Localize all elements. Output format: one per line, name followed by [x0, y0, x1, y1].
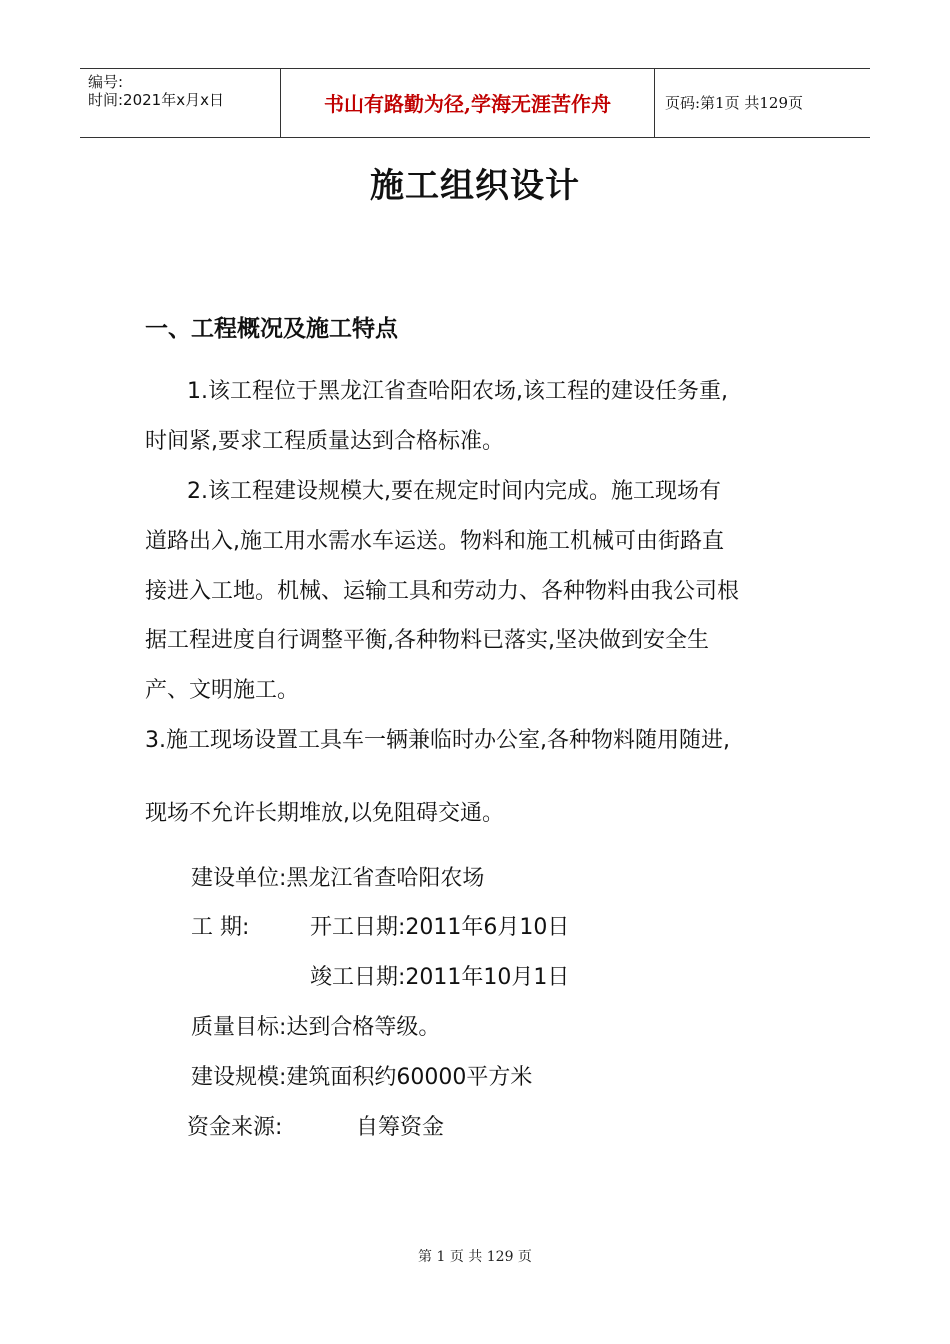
section-heading: 一、工程概况及施工特点: [145, 316, 398, 342]
header-meta-cell: [80, 69, 281, 137]
page-title: 施工组织设计: [370, 166, 580, 206]
paragraph-2-line-3: 接进入工地。机械、运输工具和劳动力、各种物料由我公司根: [145, 579, 740, 604]
paragraph-1-line-2: 时间紧,要求工程质量达到合格标准。: [145, 429, 504, 454]
owner-line: 建设单位:黑龙江省查哈阳农场: [191, 866, 485, 891]
funding-label: 资金来源:: [187, 1115, 283, 1140]
document-header: [80, 68, 870, 138]
paragraph-2-line-2: 道路出入,施工用水需水车运送。物料和施工机械可由街路直: [145, 529, 724, 554]
construction-scale: 建设规模:建筑面积约60000平方米: [191, 1065, 533, 1090]
paragraph-2-line-4: 据工程进度自行调整平衡,各种物料已落实,坚决做到安全生: [145, 628, 709, 653]
header-motto-cell: [281, 69, 655, 137]
start-date: 开工日期:2011年6月10日: [310, 915, 570, 940]
paragraph-1-line-1: 1.该工程位于黑龙江省查哈阳农场,该工程的建设任务重,: [187, 379, 728, 404]
header-page-cell: [655, 69, 870, 137]
end-date: 竣工日期:2011年10月1日: [310, 965, 570, 990]
quality-target: 质量目标:达到合格等级。: [191, 1015, 441, 1040]
paragraph-2-line-5: 产、文明施工。: [145, 678, 300, 703]
funding-value: 自筹资金: [356, 1115, 445, 1140]
paragraph-3-line-1: 3.施工现场设置工具车一辆兼临时办公室,各种物料随用随进,: [145, 728, 730, 753]
period-label: 工 期:: [191, 915, 250, 940]
document-date: 时间:2021年x月x日: [88, 91, 224, 109]
paragraph-2-line-1: 2.该工程建设规模大,要在规定时间内完成。施工现场有: [187, 479, 721, 504]
document-number-label: 编号:: [88, 73, 124, 91]
motto: 书山有路勤为径,学海无涯苦作舟: [324, 92, 611, 116]
page-footer: 第 1 页 共 129 页: [418, 1249, 532, 1265]
paragraph-3-line-2: 现场不允许长期堆放,以免阻碍交通。: [145, 801, 504, 826]
page-info: 页码:第1页 共129页: [665, 94, 803, 112]
